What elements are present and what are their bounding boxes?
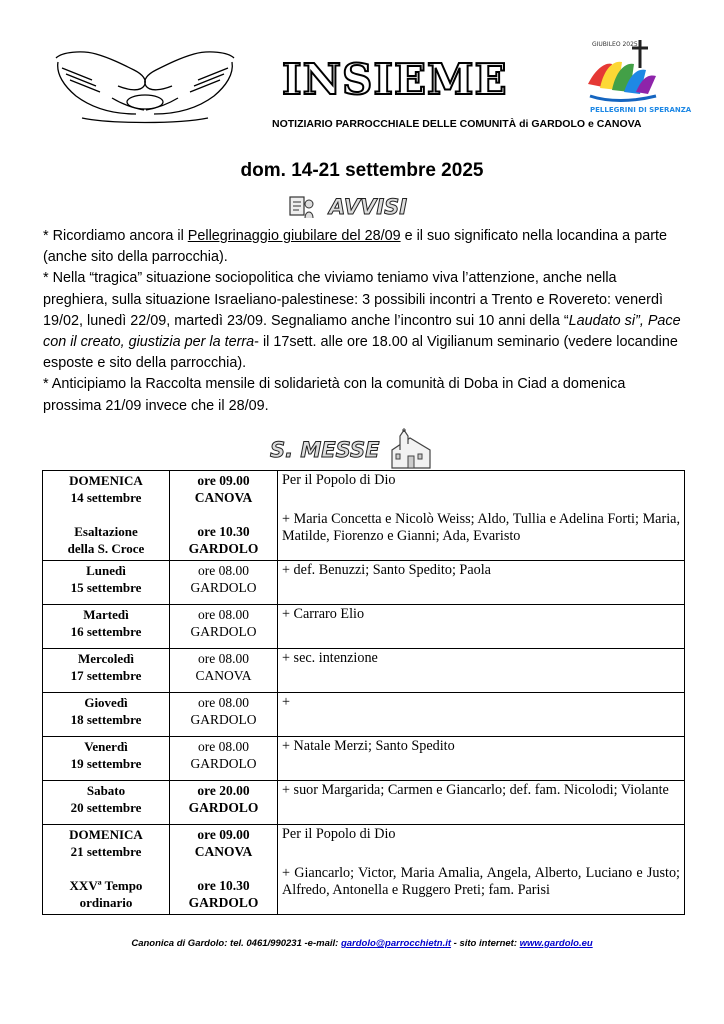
- issue-date: dom. 14-21 settembre 2025: [240, 160, 484, 181]
- day-name: Martedì: [83, 607, 129, 622]
- mass-time-2: ore 10.30: [197, 878, 250, 893]
- mass-place: GARDOLO: [190, 756, 257, 771]
- day-date: 20 settembre: [70, 800, 142, 815]
- mass-place: GARDOLO: [188, 800, 259, 815]
- jubilee-logo: [582, 38, 692, 118]
- day-date: 15 settembre: [70, 580, 142, 595]
- mass-time: ore 08.00: [198, 739, 249, 754]
- intention-cell: [278, 471, 685, 561]
- day-cell: [43, 649, 170, 693]
- church-icon: [386, 428, 436, 470]
- intention-cell: [278, 561, 685, 605]
- day-name: Sabato: [86, 783, 126, 798]
- mass-time: ore 20.00: [197, 783, 250, 798]
- day-name: DOMENICA: [69, 473, 143, 488]
- logo-text-top: GIUBILEO 2025: [592, 41, 638, 48]
- intention-cell: [278, 605, 685, 649]
- mass-row: [43, 605, 685, 649]
- mass-place-2: GARDOLO: [188, 895, 259, 910]
- avviso-2-text-b: - il 17sett. alle ore 18.00 al Vigilianum seminario (vedere locandine esposte e sito della parrocchia).: [43, 334, 678, 372]
- mass-row: [43, 471, 685, 561]
- mass-time-2: ore 10.30: [197, 524, 250, 539]
- mass-time: ore 09.00: [197, 473, 250, 488]
- mass-row: [43, 693, 685, 737]
- mass-row: [43, 781, 685, 825]
- avviso-1: [43, 226, 683, 268]
- day-cell: [43, 471, 170, 561]
- mass-place: CANOVA: [194, 490, 253, 505]
- day-date: 21 settembre: [70, 844, 142, 859]
- intention: Per il Popolo di Dio: [282, 826, 396, 842]
- time-cell: [170, 737, 278, 781]
- messe-heading: [270, 428, 436, 474]
- mass-place: GARDOLO: [190, 624, 257, 639]
- intention: + Natale Merzi; Santo Spedito: [282, 738, 455, 754]
- time-cell: [170, 605, 278, 649]
- liturgy-line-1: XXVª Tempo: [69, 878, 143, 893]
- messe-title: S. MESSE: [270, 438, 380, 462]
- liturgy-line-2: ordinario: [79, 895, 133, 910]
- intention-cell: [278, 693, 685, 737]
- intention: + suor Margarida; Carmen e Giancarlo; def. fam. Nicolodi; Violante: [282, 782, 669, 798]
- day-cell: [43, 781, 170, 825]
- email-link[interactable]: gardolo@parrocchietn.it: [340, 938, 452, 949]
- mass-place: CANOVA: [194, 844, 253, 859]
- mass-place: GARDOLO: [190, 712, 257, 727]
- mass-row: [43, 649, 685, 693]
- mass-time: ore 08.00: [198, 651, 249, 666]
- mass-time: ore 08.00: [198, 695, 249, 710]
- avviso-1-text-b: e il suo significato nella locandina a parte (anche sito della parrocchia).: [43, 228, 667, 266]
- messe-table: [42, 470, 685, 915]
- mass-row: [43, 561, 685, 605]
- mass-time: ore 08.00: [198, 607, 249, 622]
- day-date: 19 settembre: [70, 756, 142, 771]
- intention: + def. Benuzzi; Santo Spedito; Paola: [282, 562, 491, 578]
- mass-time: ore 08.00: [198, 563, 249, 578]
- mass-place-2: GARDOLO: [188, 541, 259, 556]
- day-cell: [43, 605, 170, 649]
- website-link[interactable]: www.gardolo.eu: [519, 938, 593, 949]
- intention: +: [282, 694, 291, 710]
- footer-contacts: [0, 938, 724, 949]
- time-cell: [170, 825, 278, 915]
- day-date: 16 settembre: [70, 624, 142, 639]
- footer-prefix: Canonica di Gardolo: tel. 0461/990231 -e-mail:: [131, 938, 341, 949]
- mass-place: GARDOLO: [190, 580, 257, 595]
- day-cell: [43, 825, 170, 915]
- intention-2: + Maria Concetta e Nicolò Weiss; Aldo, Tullia e Adelina Forti; Maria, Matilde, Fiorenzo e Gianni; Ada, Evaristo: [282, 511, 680, 544]
- newsletter-title: INSIEME: [282, 55, 508, 104]
- day-date: 17 settembre: [70, 668, 142, 683]
- avviso-2-text-a: * Nella “tragica” situazione sociopolitica che viviamo teniamo viva l’attenzione, anche nella preghiera, sulla situazione Israeliano-palestinese: 3 possibili incontri a Trento e Rovereto: venerdì 19/02, lunedì 22/09, martedì 23/09. Segnaliamo anche l’incontro sui 10 anni della “: [43, 270, 663, 329]
- footer-middle: - sito internet:: [451, 938, 520, 949]
- mass-place: CANOVA: [195, 668, 252, 683]
- liturgy-line-1: Esaltazione: [74, 524, 138, 539]
- day-name: DOMENICA: [69, 827, 143, 842]
- liturgy-line-2: della S. Croce: [67, 541, 145, 556]
- avvisi-title: AVVISI: [329, 195, 408, 219]
- day-date: 18 settembre: [70, 712, 142, 727]
- day-cell: [43, 693, 170, 737]
- intention-cell: [278, 649, 685, 693]
- day-cell: [43, 737, 170, 781]
- mass-row: [43, 825, 685, 915]
- avvisi-body: [43, 226, 683, 417]
- avviso-1-text-a: * Ricordiamo ancora il: [43, 228, 188, 244]
- mass-row: [43, 737, 685, 781]
- time-cell: [170, 781, 278, 825]
- time-cell: [170, 471, 278, 561]
- announcement-icon: [287, 194, 317, 220]
- time-cell: [170, 693, 278, 737]
- avvisi-heading: [287, 194, 407, 222]
- day-cell: [43, 561, 170, 605]
- hands-illustration: [52, 44, 238, 124]
- intention-cell: [278, 825, 685, 915]
- logo-text-bottom: PELLEGRINI DI SPERANZA: [590, 106, 692, 114]
- intention-2: + Giancarlo; Victor, Maria Amalia, Angela, Alberto, Luciano e Justo; Alfredo, Antonella e Ruggero Preti; fam. Parisi: [282, 865, 680, 898]
- day-name: Mercoledì: [77, 651, 135, 666]
- avviso-2: [43, 268, 683, 374]
- time-cell: [170, 649, 278, 693]
- avviso-2-italic: Laudato si”, Pace con il creato, giustizia per la terra: [43, 312, 681, 351]
- time-cell: [170, 561, 278, 605]
- day-name: Lunedì: [86, 563, 126, 578]
- intention: + sec. intenzione: [282, 650, 378, 666]
- intention-cell: [278, 781, 685, 825]
- pellegrinaggio-link[interactable]: Pellegrinaggio giubilare del 28/09: [187, 228, 401, 244]
- day-date: 14 settembre: [70, 490, 142, 505]
- intention: + Carraro Elio: [282, 606, 365, 622]
- newsletter-subtitle: NOTIZIARIO PARROCCHIALE DELLE COMUNITÀ di GARDOLO e CANOVA: [272, 118, 642, 130]
- intention: Per il Popolo di Dio: [282, 472, 396, 488]
- day-name: Giovedì: [84, 695, 128, 710]
- avviso-3: * Anticipiamo la Raccolta mensile di solidarietà con la comunità di Doba in Ciad a domenica prossima 21/09 invece che il 28/09.: [43, 376, 626, 414]
- day-name: Venerdì: [84, 739, 128, 754]
- intention-cell: [278, 737, 685, 781]
- mass-time: ore 09.00: [197, 827, 250, 842]
